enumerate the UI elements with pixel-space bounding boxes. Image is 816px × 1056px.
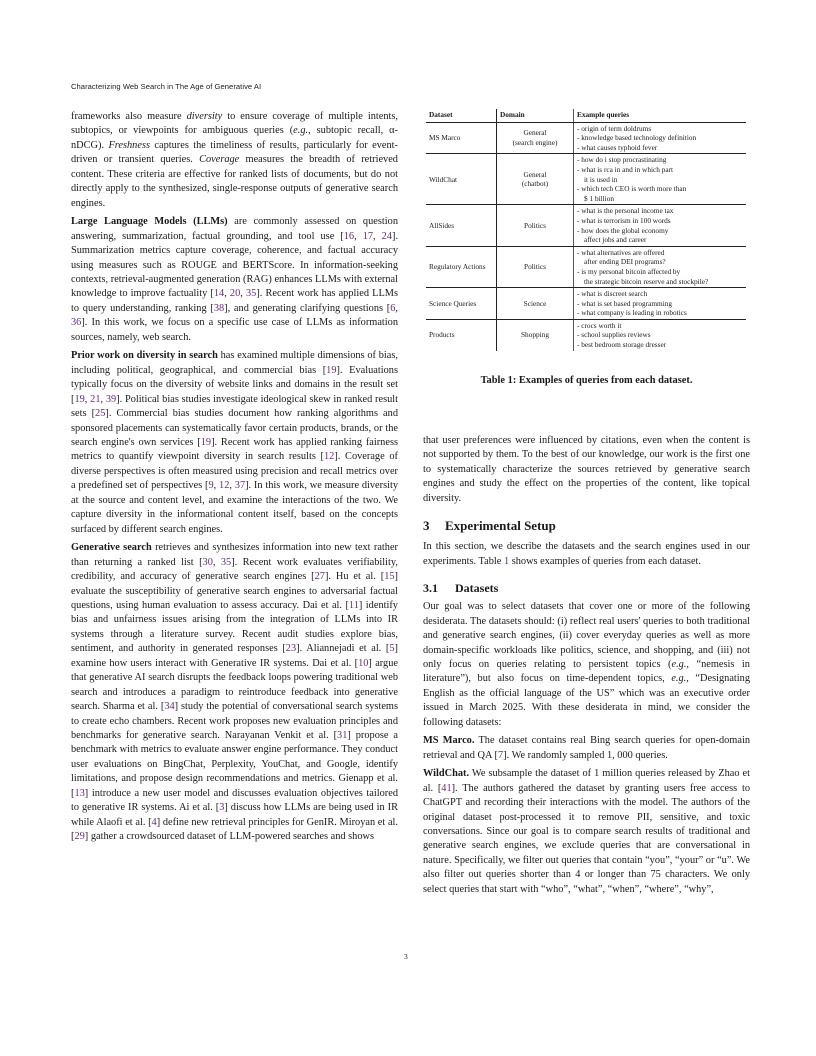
cell-queries: - what is discreet search - what is set based programming - what company is leading in robotics xyxy=(574,288,747,320)
citation-link[interactable]: 34 xyxy=(164,701,175,713)
citation-link[interactable]: 15 xyxy=(384,571,395,583)
right-column xyxy=(423,434,750,897)
paragraph-desiderata: Our goal was to select datasets that cover one or more of the following desiderata. The datasets should: (i) reflect real users' queries to both traditional and generative search engines, (ii) cover everyday queries as well as more domain-specific workloads like politics, science, and shopping, and (iii) not only focus on queries relating to persistent topics (e.g., “nemesis in literature”), but also focus on time-dependent topics, e.g., “Designating English as the official language of the US” which was an executive order issued in March 2025. With these desiderata in mind, we consider the following datasets: xyxy=(423,601,750,728)
citation-link[interactable]: 27 xyxy=(314,571,325,583)
citation-link[interactable]: 6 xyxy=(390,302,396,314)
citation-link[interactable]: 23 xyxy=(285,643,297,655)
subsection-heading-datasets: 3.1 Datasets xyxy=(423,581,499,596)
example-queries-table xyxy=(426,109,746,351)
table-1 xyxy=(426,109,746,351)
citation-link[interactable]: 25 xyxy=(95,408,106,420)
cell-domain: Science xyxy=(497,288,574,320)
table-row xyxy=(426,246,746,287)
citation-link[interactable]: 5 xyxy=(389,643,395,655)
cell-domain: General (search engine) xyxy=(497,122,574,154)
citation-link[interactable]: 3 xyxy=(219,802,225,814)
citation-link[interactable]: 29 xyxy=(74,831,85,843)
cell-domain: General (chatbot) xyxy=(497,154,574,205)
citation-link[interactable]: 30 xyxy=(202,556,213,568)
table-row xyxy=(426,122,746,154)
cell-dataset: AllSides xyxy=(426,205,497,246)
citation-link[interactable]: 31 xyxy=(337,730,348,742)
term-coverage: Coverage xyxy=(199,154,240,166)
citation-link[interactable]: 9 xyxy=(208,480,214,492)
citation-link[interactable]: 10 xyxy=(358,657,369,669)
citation-link[interactable]: 41 xyxy=(441,782,452,794)
cell-dataset: MS Marco xyxy=(426,122,497,154)
paragraph-lead-generative-search: Generative search xyxy=(71,542,152,554)
citation-link[interactable]: 14 xyxy=(213,288,225,300)
citation-link[interactable]: 4 xyxy=(151,816,157,828)
table-row xyxy=(426,154,746,205)
table-reference-link[interactable]: 1 xyxy=(503,555,510,567)
table-header-row xyxy=(426,109,746,122)
page-number: 3 xyxy=(404,952,408,961)
running-head: Characterizing Web Search in The Age of Generative AI xyxy=(71,82,262,91)
citation-link[interactable]: 17 xyxy=(362,230,374,242)
citation-link[interactable]: 19 xyxy=(326,364,337,376)
paragraph-section-intro: In this section, we describe the datasets and the search engines used in our experiments. Table 1 shows examples of queries from each dataset. xyxy=(423,541,750,567)
citation-link[interactable]: 21 xyxy=(90,393,101,405)
header-example-queries: Example queries xyxy=(574,109,747,122)
term-freshness: Freshness xyxy=(108,139,150,151)
citation-link[interactable]: 20 xyxy=(229,288,241,300)
citation-link[interactable]: 35 xyxy=(220,556,232,568)
table-row xyxy=(426,319,746,350)
cell-domain: Shopping xyxy=(497,319,574,350)
citation-link[interactable]: 39 xyxy=(105,393,117,405)
citation-link[interactable]: 11 xyxy=(348,599,359,611)
cell-domain: Politics xyxy=(497,246,574,287)
citation-link[interactable]: 35 xyxy=(245,288,257,300)
paragraph-lead-prior-work: Prior work on diversity in search xyxy=(71,350,218,362)
header-dataset: Dataset xyxy=(426,109,497,122)
cell-queries: - how do i stop procrastinating - what is rca in and in which part it is used in - which tech CEO is worth more than $ 1 billion xyxy=(574,154,747,205)
left-column xyxy=(71,110,398,845)
paragraph-llms: Large Language Models (LLMs) are commonly assessed on question answering, summarization, factual grounding, and tool use [16, 17, 24]. Summarization metrics capture coverage, coherence, and factual accuracy using measures such as ROUGE and BERTScore. In information-seeking contexts, retrieval-augmented generation (RAG) enhances LLMs with external knowledge to improve factuality [14, 20, 35]. Recent work has applied LLMs to query understanding, ranking [38], and generating clarifying questions [6, 36]. In this work, we focus on a specific use case of LLMs as information sources, namely, web search. xyxy=(71,216,399,343)
citation-link[interactable]: 36 xyxy=(71,317,82,329)
paragraph-evaluation-criteria: frameworks also measure diversity to ensure coverage of multiple intents, subtopics, or viewpoints for ambiguous queries (e.g., subtopic recall, α-nDCG). Freshness captures the timeliness of results, particularly for event-driven or transient queries. Coverage measures the breadth of retrieved content. These criteria are effective for ranked lists of documents, but do not directly apply to the synthesized, single-response outputs of generative search engines. xyxy=(71,111,398,209)
citation-link[interactable]: 38 xyxy=(213,302,225,314)
paragraph-wildchat: WildChat. We subsample the dataset of 1 million queries released by Zhao et al. [41]. The authors gathered the dataset by granting users free access to ChatGPT and recording their interactions with the model. The authors of the original dataset post-processed it to remove PII, sensitive, and toxic conversations. Since our goal is to compare search results of traditional and generative search engines, we exclude queries that are conversational in nature. Specifically, we filter out queries that contain “you”, “your” or “u”. We also filter out queries shorter than 4 or longer than 75 characters. We only select queries that start with “who”, “what”, “when”, “where”, “why”, xyxy=(423,768,750,895)
citation-link[interactable]: 16 xyxy=(343,230,355,242)
cell-queries: - origin of term doldrums - knowledge based technology definition - what causes typhoid fever xyxy=(574,122,747,154)
paragraph-lead-ms-marco: MS Marco. xyxy=(423,735,475,747)
cell-dataset: WildChat xyxy=(426,154,497,205)
cell-queries: - what alternatives are offered after ending DEI programs? - is my personal bitcoin affected by the strategic bitcoin reserve and stockpile? xyxy=(574,246,747,287)
citation-link[interactable]: 24 xyxy=(381,230,392,242)
paragraph-ms-marco: MS Marco. The dataset contains real Bing search queries for open-domain retrieval and QA [7]. We randomly sampled 1, 000 queries. xyxy=(423,735,750,761)
citation-link[interactable]: 7 xyxy=(497,749,504,761)
paragraph-prior-work-diversity: Prior work on diversity in search has examined multiple dimensions of bias, including political, geographical, and commercial bias [19]. Evaluations typically focus on the diversity of website links and domains in the result set [19, 21, 39]. Political bias studies investigate ideological skew in ranked result sets [25]. Commercial bias studies document how ranking algorithms and sponsored placements can systematically favor certain products, brands, or the search engine's own services [19]. Recent work has applied ranking fairness metrics to quantify viewpoint diversity in search results [12]. Coverage of diverse perspectives is often measured using precision and recall metrics over a predefined set of perspectives [9, 12, 37]. In this work, we measure diversity at the source and content level, and examine the interactions of the two. We capture diversity in the informational content itself, based on the concepts surfaced by different search engines. xyxy=(71,350,399,535)
term-diversity: diversity xyxy=(186,111,223,122)
cell-queries: - what is the personal income tax - what is terrorism in 100 words - how does the global economy affect jobs and career xyxy=(574,205,747,246)
table-caption: Table 1: Examples of queries from each dataset. xyxy=(480,375,693,386)
paragraph-related-work-end: that user preferences were influenced by citations, even when the content is not supported by them. To the best of our knowledge, our work is the first one to systematically characterize the sources retrieved by generative search engines and study the effect on the properties of the content, like topical diversity. xyxy=(423,435,750,504)
cell-dataset: Products xyxy=(429,330,455,340)
citation-link[interactable]: 13 xyxy=(74,787,85,799)
cell-queries: - crocs worth it - school supplies reviews - best bedroom storage dresser xyxy=(577,320,667,350)
citation-link[interactable]: 12 xyxy=(219,480,230,492)
table-row xyxy=(426,205,746,246)
citation-link[interactable]: 19 xyxy=(200,436,212,448)
paragraph-lead-wildchat: WildChat. xyxy=(423,768,470,780)
cell-dataset: Regulatory Actions xyxy=(426,246,497,287)
cell-dataset: Science Queries xyxy=(426,288,497,320)
header-domain: Domain xyxy=(497,109,574,122)
citation-link[interactable]: 19 xyxy=(74,393,85,405)
citation-link[interactable]: 37 xyxy=(234,480,246,492)
table-row xyxy=(426,288,746,320)
paragraph-generative-search: Generative search retrieves and synthesizes information into new text rather than returning a ranked list [30, 35]. Recent work evaluates verifiability, credibility, and accuracy of generative search engines [27]. Hu et al. [15] evaluate the susceptibility of generative search engines to adversarial factual questions, using human evaluation to assess accuracy. Dai et al. [11] identify bias and unfairness issues arising from the integration of LLMs into IR systems through a literature survey. Recent audit studies explore bias, sentiment, and authority in generated responses [23]. Aliannejadi et al. [5] examine how users interact with Generative IR systems. Dai et al. [10] argue that generative AI search disrupts the feedback loops powering traditional web search and introduces a paradigm to reintroduce feedback into generative search. Sharma et al. [34] study the potential of conversational search systems to create echo chambers. Recent work proposes new evaluation principles and benchmarks for generative search. Narayanan Venkit et al. [31] propose a benchmark with metrics to evaluate answer engine performance. They conduct user evaluations on BingChat, Perplexity, YouChat, and Google, identify limitations, and propose design recommendations and metrics. Gienapp et al. [13] introduce a new user model and discusses evaluation objectives tailored to generative IR systems. Ai et al. [3] discuss how LLMs are being used in IR while Alaofi et al. [4] define new retrieval principles for GenIR. Miroyan et al. [29] gather a crowdsourced dataset of LLM-powered searches and shows xyxy=(71,542,399,843)
section-heading-experimental-setup: 3 Experimental Setup xyxy=(423,518,556,534)
paragraph-lead-llms: Large Language Models (LLMs) xyxy=(71,216,228,228)
citation-link[interactable]: 12 xyxy=(323,451,335,463)
cell-domain: Politics xyxy=(497,205,574,246)
